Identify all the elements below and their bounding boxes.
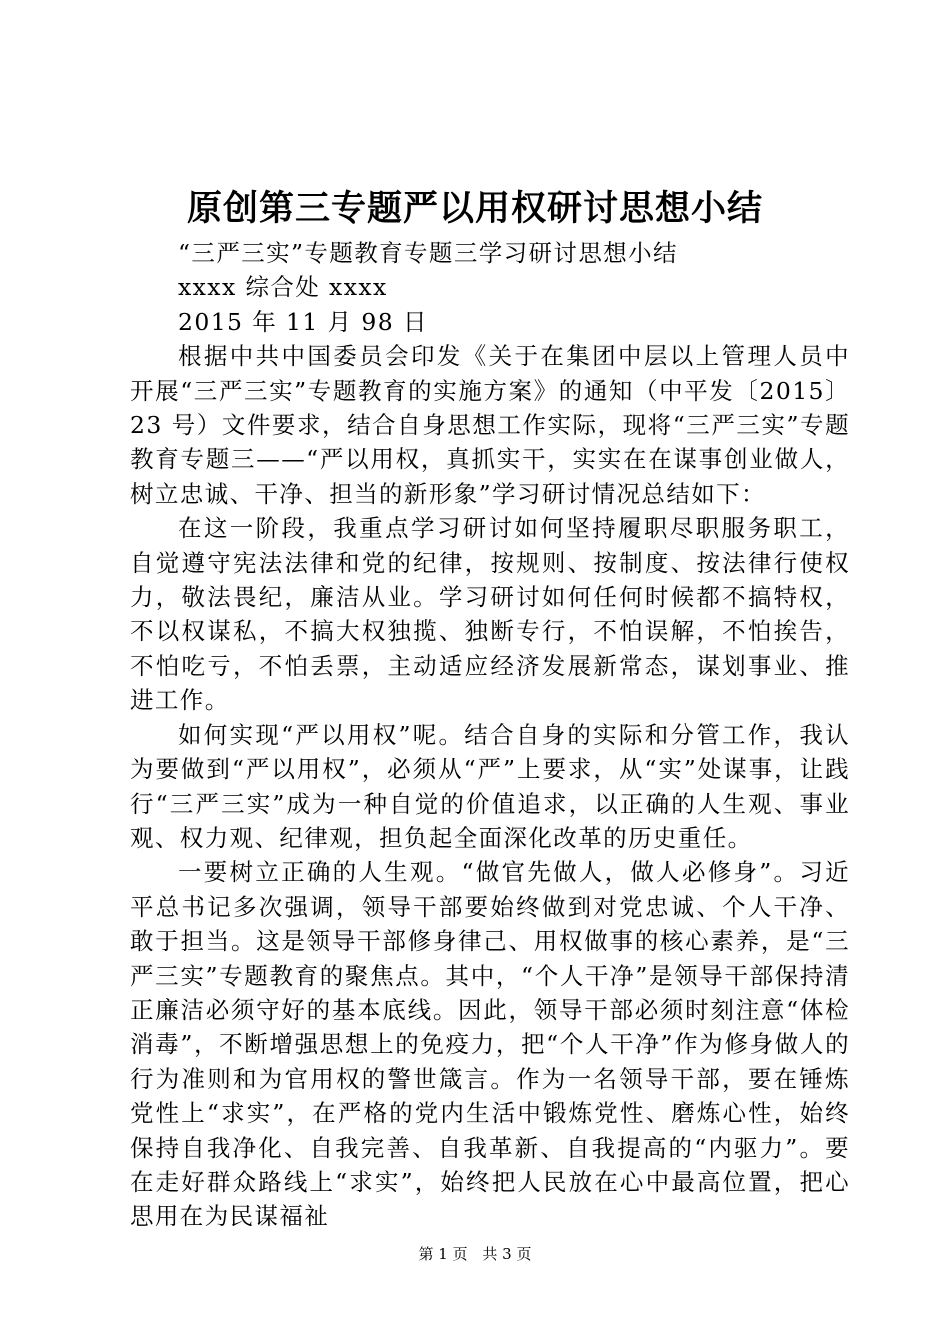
subtitle-line: “三严三实”专题教育专题三学习研讨思想小结 xyxy=(178,239,678,267)
body-paragraph: 一要树立正确的人生观。“做官先做人，做人必修身”。习近平总书记多次强调，领导干部要始终做到对党忠诚、个人干净、敢于担当。这是领导干部修身律己、用权做事的核心素养，是“三严三实”专题教育的聚焦点。其中，“个人干净”是领导干部保持清正廉洁必须守好的基本底线。因此，领导干部必须时刻注意“体检消毒”，不断增强思想上的免疫力，把“个人干净”作为修身做人的行为准则和为官用权的警世箴言。作为一名领导干部，要在锤炼党性上“求实”，在严格的党内生活中锻炼党性、磨炼心性，始终保持自我净化、自我完善、自我革新、自我提高的“内驱力”。要在走好群众路线上“求实”，始终把人民放在心中最高位置，把心思用在为民谋福祉 xyxy=(130,858,850,1231)
page-footer xyxy=(0,1243,950,1265)
body-paragraph: 如何实现“严以用权”呢。结合自身的实际和分管工作，我认为要做到“严以用权”，必须从“严”上要求，从“实”处谋事，让践行“三严三实”成为一种自觉的价值追求，以正确的人生观、事业观、权力观、纪律观，担负起全面深化改革的历史重任。 xyxy=(130,720,850,852)
document-title: 原创第三专题严以用权研讨思想小结 xyxy=(186,188,763,229)
author-line: xxxx 综合处 xxxx xyxy=(178,273,388,302)
body-paragraph: 根据中共中国委员会印发《关于在集团中层以上管理人员中开展“三严三实”专题教育的实施方案》的通知（中平发〔2015〕23 号）文件要求，结合自身思想工作实际，现将“三严三实”专题教育专题三——“严以用权，真抓实干，实实在在谋事创业做人，树立忠诚、干净、担当的新形象”学习研讨情况总结如下： xyxy=(130,342,850,508)
body-paragraph: 在这一阶段，我重点学习研讨如何坚持履职尽职服务职工，自觉遵守宪法法律和党的纪律，按规则、按制度、按法律行使权力，敬法畏纪，廉洁从业。学习研讨如何任何时候都不搞特权，不以权谋私，不搞大权独揽、独断专行，不怕误解，不怕挨告，不怕吃亏，不怕丢票，主动适应经济发展新常态，谋划事业、推进工作。 xyxy=(130,514,850,715)
page-number: 第 1 页 xyxy=(418,1245,468,1263)
page-total: 共 3 页 xyxy=(482,1245,532,1263)
document-body xyxy=(130,236,850,1234)
date-line: 2015 年 11 月 98 日 xyxy=(178,307,428,336)
